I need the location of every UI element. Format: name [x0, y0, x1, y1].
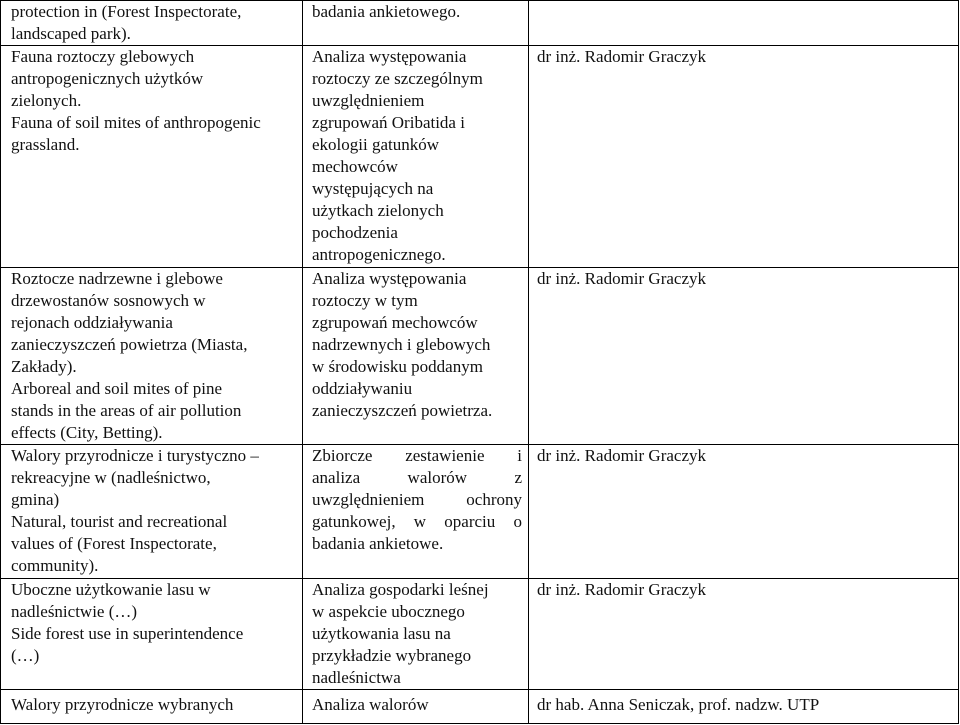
topic-line: drzewostanów sosnowych w [11, 291, 206, 310]
scope-line: Analiza gospodarki leśnej [312, 580, 489, 599]
scope-cell [303, 690, 529, 724]
scope-line: roztoczy w tym [312, 291, 418, 310]
topic-line: gmina) [11, 490, 60, 509]
topic-line: grassland. [11, 135, 80, 154]
scope-cell [303, 579, 529, 690]
topic-line: Walory przyrodnicze i turystyczno – [11, 446, 259, 465]
scope-line: nadrzewnych i glebowych [312, 335, 491, 354]
topic-line: Fauna of soil mites of anthropogenic [11, 113, 261, 132]
scope-line: oddziaływaniu [312, 379, 413, 398]
scope-line: pochodzenia [312, 223, 398, 242]
table-row [1, 1, 959, 46]
scope-line: użytkowania lasu na [312, 624, 451, 643]
table-row [1, 268, 959, 445]
topic-line: Natural, tourist and recreational [11, 512, 228, 531]
scope-line: Analiza występowania [312, 47, 467, 66]
topic-line: zielonych. [11, 91, 82, 110]
topic-line: zanieczyszczeń powietrza (Miasta, [11, 335, 248, 354]
supervisor-name: dr hab. Anna Seniczak, prof. nadzw. UTP [537, 695, 820, 714]
topic-line: protection in (Forest Inspectorate, [11, 2, 242, 21]
scope-line: Analiza występowania [312, 269, 467, 288]
topic-cell [1, 268, 303, 445]
scope-line: antropogenicznego. [312, 245, 446, 264]
topic-line: Uboczne użytkowanie lasu w [11, 580, 211, 599]
scope-line: badania ankietowego. [312, 2, 461, 21]
topic-line: Side forest use in superintendence [11, 624, 244, 643]
topic-cell [1, 445, 303, 579]
supervisor-cell [529, 46, 959, 268]
scope-line: ekologii gatunków [312, 135, 440, 154]
topic-cell [1, 579, 303, 690]
topic-line: stands in the areas of air pollution [11, 401, 242, 420]
table-row [1, 46, 959, 268]
topic-cell [1, 1, 303, 46]
supervisor-cell [529, 445, 959, 579]
scope-line: zgrupowań mechowców [312, 313, 478, 332]
scope-cell [303, 1, 529, 46]
scope-line: mechowców [312, 157, 398, 176]
table-row [1, 690, 959, 724]
table-row [1, 579, 959, 690]
supervisor-name: dr inż. Radomir Graczyk [537, 47, 706, 66]
topic-cell [1, 46, 303, 268]
scope-line: uwzględnieniem ochrony [312, 490, 522, 509]
topic-line: Zakłady). [11, 357, 77, 376]
scope-line: zgrupowań Oribatida i [312, 113, 465, 132]
table-row [1, 445, 959, 579]
topic-line: effects (City, Betting). [11, 423, 163, 442]
supervisor-name: dr inż. Radomir Graczyk [537, 269, 706, 288]
scope-line: zanieczyszczeń powietrza. [312, 401, 493, 420]
scope-line: Analiza walorów [312, 695, 429, 714]
scope-line: Zbiorcze zestawienie i [312, 446, 522, 465]
topic-line: antropogenicznych użytków [11, 69, 204, 88]
topic-line: Fauna roztoczy glebowych [11, 47, 195, 66]
scope-line: roztoczy ze szczególnym [312, 69, 483, 88]
scope-line: w aspekcie ubocznego [312, 602, 465, 621]
topic-line: Roztocze nadrzewne i glebowe [11, 269, 223, 288]
supervisor-cell [529, 1, 959, 46]
topic-line: rejonach oddziaływania [11, 313, 173, 332]
topic-line: Walory przyrodnicze wybranych [11, 695, 234, 714]
scope-line: uwzględnieniem [312, 91, 425, 110]
scope-cell [303, 46, 529, 268]
supervisor-cell [529, 579, 959, 690]
topic-line: community). [11, 556, 99, 575]
supervisor-name: dr inż. Radomir Graczyk [537, 580, 706, 599]
supervisor-name: dr inż. Radomir Graczyk [537, 446, 706, 465]
scope-cell [303, 445, 529, 579]
topic-line: (…) [11, 646, 40, 665]
topic-line: landscaped park). [11, 24, 131, 43]
scope-line: analiza walorów z [312, 468, 522, 487]
supervisor-cell [529, 690, 959, 724]
scope-line: nadleśnictwa [312, 668, 401, 687]
scope-line: gatunkowej, w oparciu o [312, 512, 522, 531]
scope-line: przykładzie wybranego [312, 646, 472, 665]
topic-line: values of (Forest Inspectorate, [11, 534, 217, 553]
topic-line: nadleśnictwie (…) [11, 602, 138, 621]
topic-line: rekreacyjne w (nadleśnictwo, [11, 468, 211, 487]
scope-line: badania ankietowe. [312, 534, 444, 553]
scope-cell [303, 268, 529, 445]
topic-line: Arboreal and soil mites of pine [11, 379, 223, 398]
scope-line: użytkach zielonych [312, 201, 444, 220]
supervisor-cell [529, 268, 959, 445]
topic-cell [1, 690, 303, 724]
scope-line: w środowisku poddanym [312, 357, 483, 376]
scope-line: występujących na [312, 179, 434, 198]
